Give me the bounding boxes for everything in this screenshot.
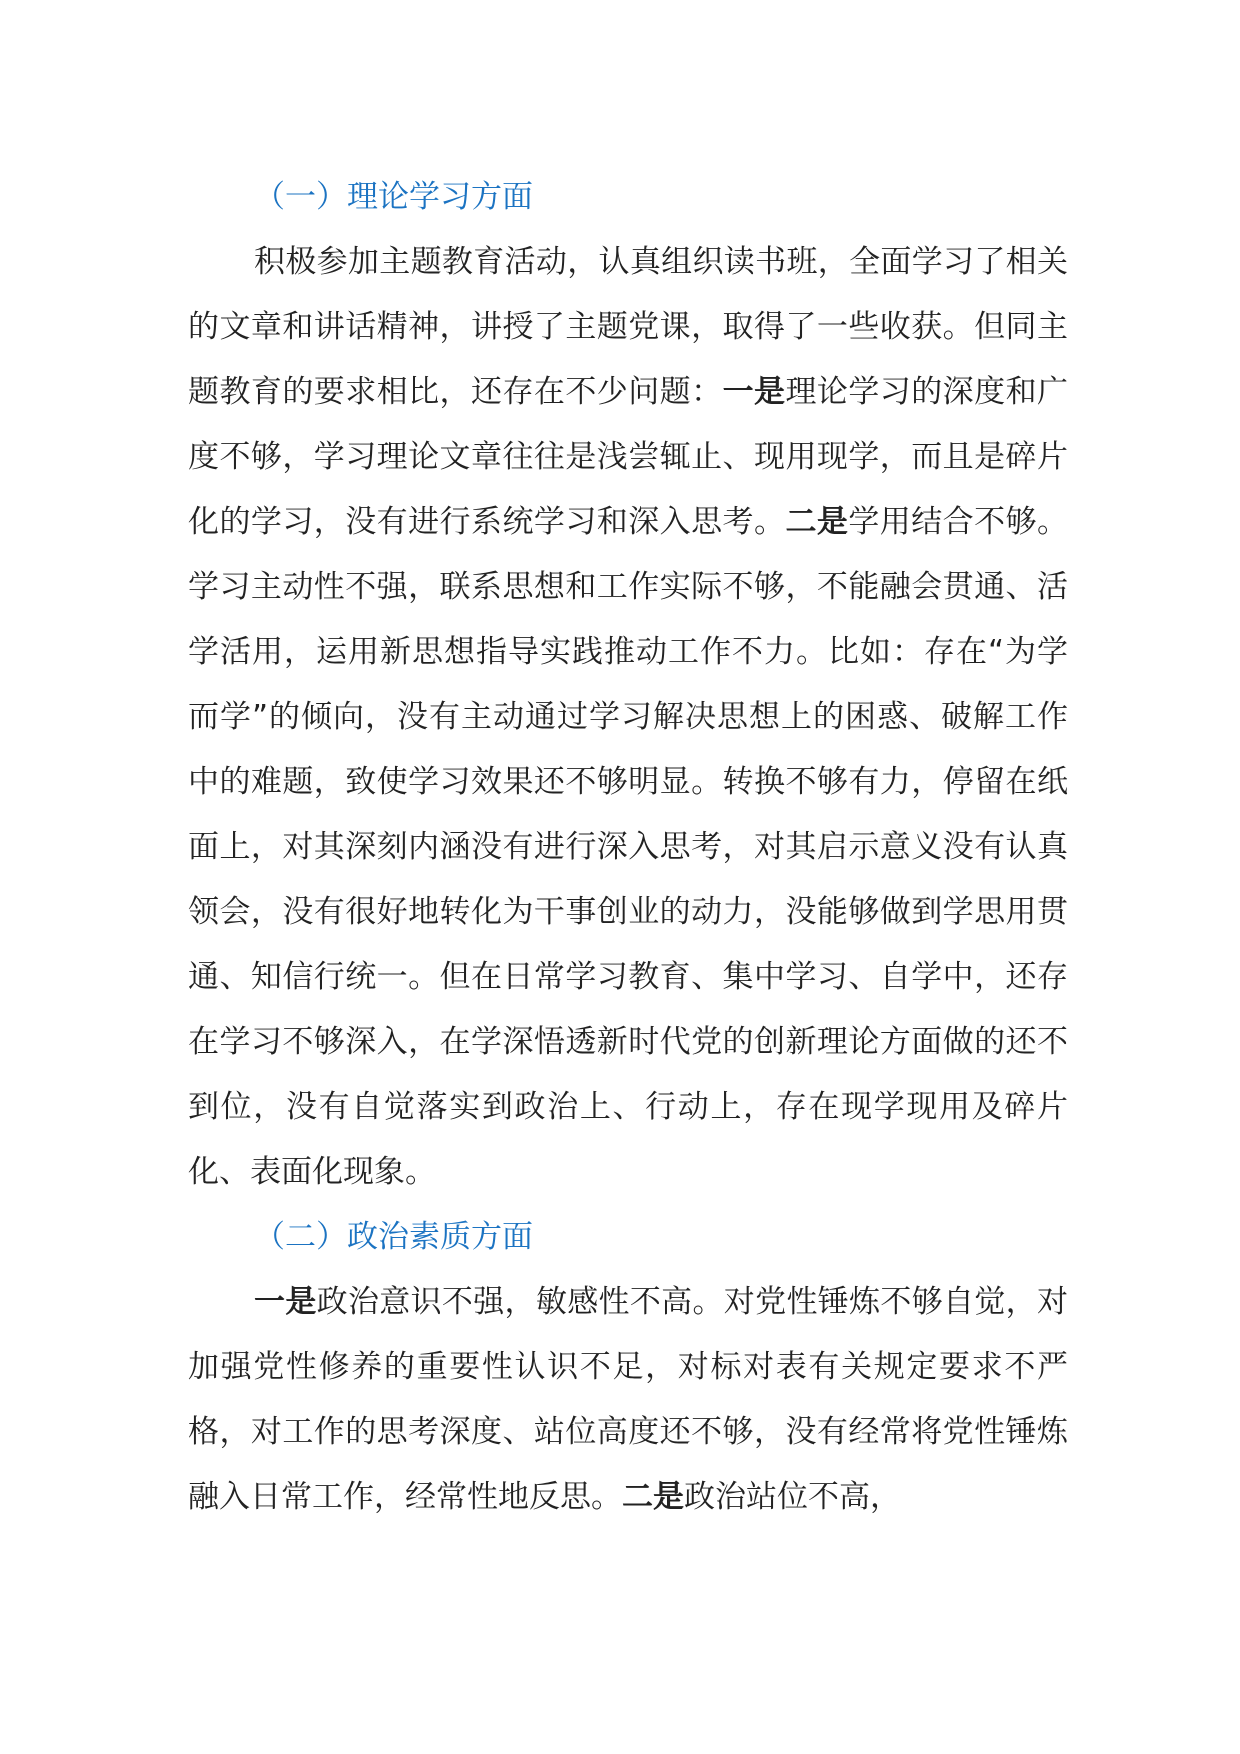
paragraph-text: 政治意识不强，敏感性不高。对党性锤炼不够自觉，对加强党性修养的重要性认识不足，对标对表有关规定要求不严格，对工作的思考深度、站位高度还不够，没有经常将党性锤炼融入日常工作，经常性地反思。 bbox=[188, 1284, 1068, 1515]
emphasis-point-one: 一是 bbox=[722, 374, 786, 410]
paragraph-text: 政治站位不高， bbox=[684, 1479, 901, 1515]
paragraph-text: 学用结合不够。学习主动性不强，联系思想和工作实际不够，不能融会贯通、活学活用，运用新思想指导实践推动工作不力。比如：存在“为学而学”的倾向，没有主动通过学习解决思想上的困惑、破解工作中的难题，致使学习效果还不够明显。转换不够有力，停留在纸面上，对其深刻内涵没有进行深入思考，对其启示意义没有认真领会，没有很好地转化为干事创业的动力，没能够做到学思用贯通、知信行统一。但在日常学习教育、集中学习、自学中，还存在学习不够深入，在学深悟透新时代党的创新理论方面做的还不到位，没有自觉落实到政治上、行动上，存在现学现用及碎片化、表面化现象。 bbox=[188, 504, 1069, 1190]
section-paragraph-political-quality bbox=[188, 1270, 1068, 1530]
section-heading-theory-study: （一）理论学习方面 bbox=[254, 179, 533, 215]
emphasis-point-two: 二是 bbox=[622, 1479, 684, 1515]
section-heading-political-quality: （二）政治素质方面 bbox=[254, 1219, 533, 1255]
emphasis-point-two: 二是 bbox=[785, 504, 849, 540]
emphasis-point-one: 一是 bbox=[254, 1284, 317, 1320]
paragraph-text: 积极参加主题教育活动，认真组织读书班，全面学习了相关的文章和讲话精神，讲授了主题党课，取得了一些收获。但同主题教育的要求相比，还存在不少问题： bbox=[188, 244, 1068, 410]
section-paragraph-theory-study bbox=[188, 230, 1068, 1205]
paragraph-text: 理论学习的深度和广度不够，学习理论文章往往是浅尝辄止、现用现学，而且是碎片化的学习，没有进行系统学习和深入思考。 bbox=[188, 374, 1069, 540]
document-page bbox=[188, 165, 1068, 1530]
